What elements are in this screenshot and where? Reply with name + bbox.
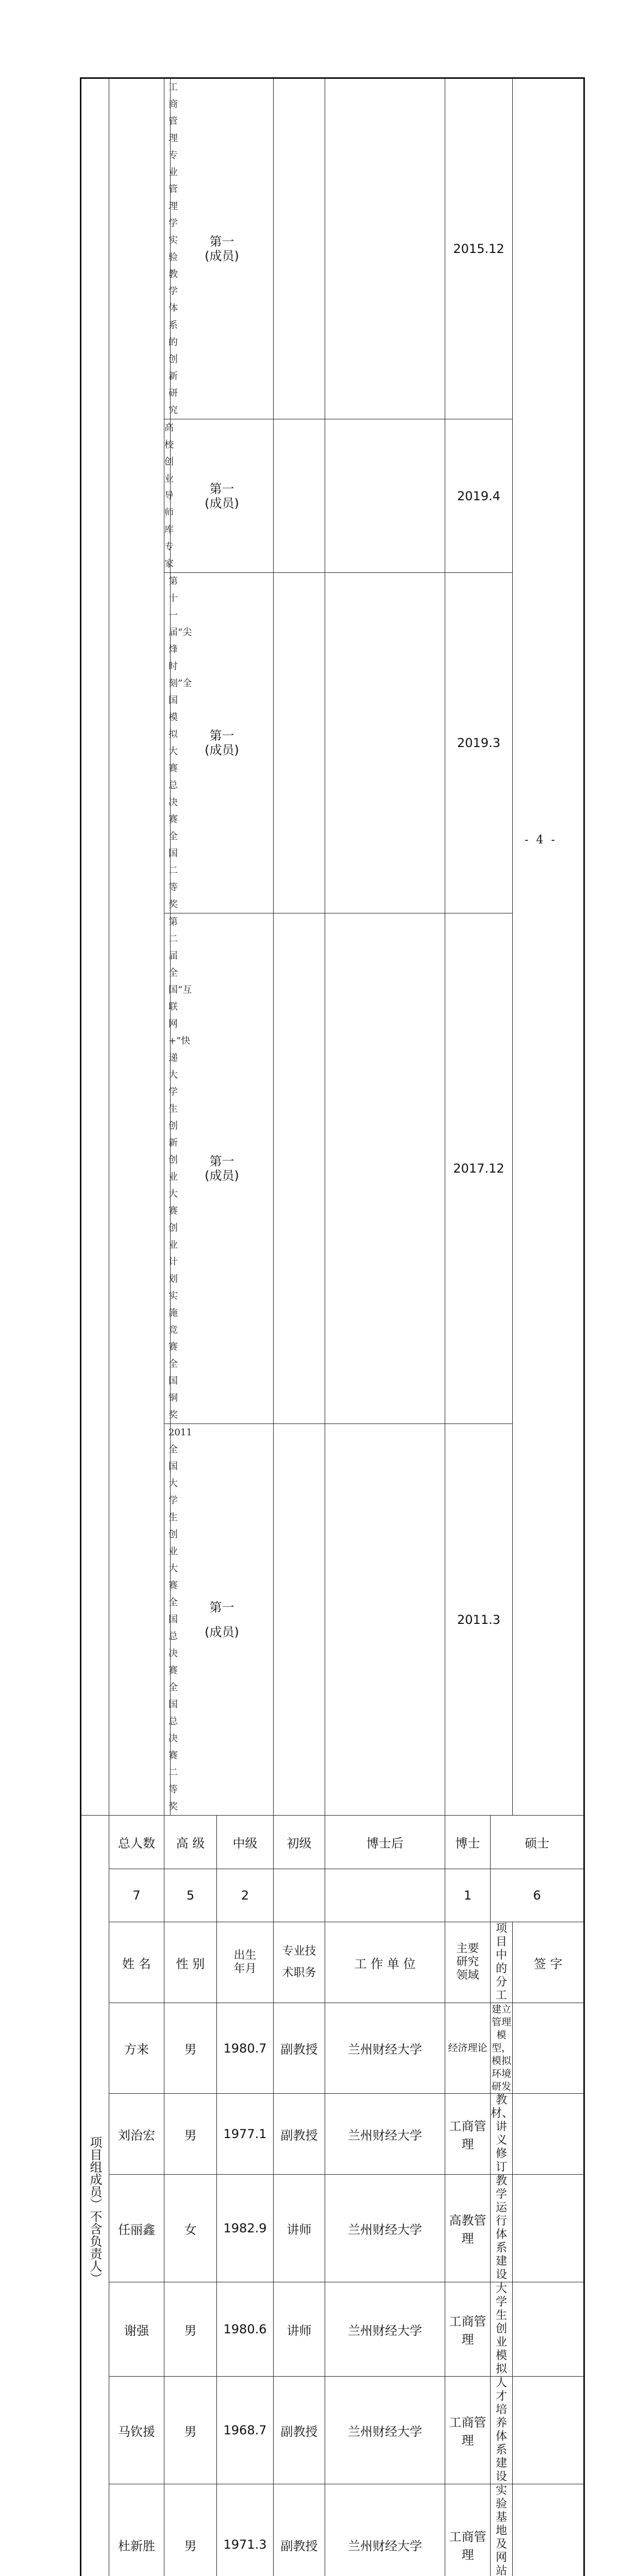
summary-header: 初级 (274, 1816, 325, 1869)
member-row (81, 2175, 584, 2282)
summary-value: 1 (445, 1869, 491, 1922)
member-unit: 兰州财经大学 (325, 2175, 445, 2282)
member-field: 工商管理 (445, 2484, 491, 2576)
member-name: 马钦援 (109, 2377, 164, 2484)
member-gender: 男 (164, 2282, 217, 2377)
blank-cell (325, 419, 445, 573)
award-date: 2011.3 (445, 1424, 513, 1816)
member-gender: 男 (164, 2484, 217, 2576)
summary-value: 6 (491, 1869, 584, 1922)
member-row (81, 2377, 584, 2484)
blank-cell (274, 78, 325, 419)
member-title: 副教授 (274, 2484, 325, 2576)
member-row (81, 2282, 584, 2377)
member-unit: 兰州财经大学 (325, 2484, 445, 2576)
summary-header-row (81, 1816, 584, 1869)
summary-value-row (81, 1869, 584, 1922)
member-birth: 1980.7 (217, 2003, 274, 2094)
award-date: 2019.3 (445, 573, 513, 913)
member-role: 实验基地及网站 (491, 2484, 513, 2576)
award-role: 第一 (成员) (171, 913, 274, 1424)
member-sign (513, 2282, 584, 2377)
member-row (81, 2094, 584, 2175)
award-date: 2019.4 (445, 419, 513, 573)
summary-value: 5 (164, 1869, 217, 1922)
blank-left-cell (109, 78, 164, 1816)
member-title: 副教授 (274, 2377, 325, 2484)
member-field: 工商管理 (445, 2282, 491, 2377)
award-role: 第一 (成员) (171, 573, 274, 913)
member-birth: 1980.6 (217, 2282, 274, 2377)
blank-cell (325, 573, 445, 913)
member-header-sign: 签 字 (513, 1922, 584, 2003)
member-role: 人才培养体系建设 (491, 2377, 513, 2484)
summary-value: 7 (109, 1869, 164, 1922)
award-role: 第一 (成员) (171, 78, 274, 419)
member-field: 高教管理 (445, 2175, 491, 2282)
award-title: 工商管理专业管理学实验教学体系的创新研究 (164, 78, 171, 419)
member-role: 大学生创业模拟 (491, 2282, 513, 2377)
award-title: 2011 全国大学生创业大赛全国总决赛全国总决赛二等奖 (164, 1424, 171, 1816)
group-label: 项目组成员︶不含负责人︶ (86, 2136, 104, 2284)
award-date: 2017.12 (445, 913, 513, 1424)
blank-cell (274, 573, 325, 913)
member-name: 方来 (109, 2003, 164, 2094)
member-header-unit: 工 作 单 位 (325, 1922, 445, 2003)
member-title: 副教授 (274, 2094, 325, 2175)
member-name: 刘治宏 (109, 2094, 164, 2175)
member-sign (513, 2003, 584, 2094)
summary-header: 高 级 (164, 1816, 217, 1869)
blank-cell (274, 1424, 325, 1816)
summary-value: 2 (217, 1869, 274, 1922)
award-title: 第十一届“尖烽时刻”全国模拟大赛总决赛全国二等奖 (164, 573, 171, 913)
member-unit: 兰州财经大学 (325, 2003, 445, 2094)
blank-cell (274, 419, 325, 573)
member-sign (513, 2094, 584, 2175)
member-birth: 1968.7 (217, 2377, 274, 2484)
group-label-cell (81, 1816, 109, 2576)
member-role: 教材、讲义修订 (491, 2094, 513, 2175)
member-row (81, 2484, 584, 2576)
member-name: 谢强 (109, 2282, 164, 2377)
member-unit: 兰州财经大学 (325, 2377, 445, 2484)
member-header-birth: 出生年月 (217, 1922, 274, 2003)
member-birth: 1971.3 (217, 2484, 274, 2576)
member-role: 教学运行体系建设 (491, 2175, 513, 2282)
blank-cell (325, 78, 445, 419)
member-sign (513, 2377, 584, 2484)
member-header-gender: 性 别 (164, 1922, 217, 2003)
member-birth: 1982.9 (217, 2175, 274, 2282)
member-role: 建立管理模型，模拟环境研发 (491, 2003, 513, 2094)
award-title: 高校创业导师库专家 (164, 419, 171, 573)
summary-header: 博士 (445, 1816, 491, 1869)
blank-left-cell (81, 78, 109, 1816)
summary-value (274, 1869, 325, 1922)
member-field: 工商管理 (445, 2377, 491, 2484)
member-header-role: 项目中的分工 (491, 1922, 513, 2003)
project-form-table (80, 77, 585, 2576)
blank-cell (325, 913, 445, 1424)
member-header-field: 主要研究领域 (445, 1922, 491, 2003)
member-header-row (81, 1922, 584, 2003)
member-field: 经济理论 (445, 2003, 491, 2094)
award-title: 第二届全国“互联网+”快递大学生创新创业大赛创业计划实施竞赛全国铜奖 (164, 913, 171, 1424)
award-date: 2015.12 (445, 78, 513, 419)
summary-header: 总人数 (109, 1816, 164, 1869)
member-title: 讲师 (274, 2282, 325, 2377)
member-row (81, 2003, 584, 2094)
summary-header: 硕士 (491, 1816, 584, 1869)
member-gender: 男 (164, 2377, 217, 2484)
member-name: 任丽鑫 (109, 2175, 164, 2282)
member-header-name: 姓 名 (109, 1922, 164, 2003)
award-role: 第一 (成员) (171, 1424, 274, 1816)
member-unit: 兰州财经大学 (325, 2094, 445, 2175)
blank-cell (325, 1424, 445, 1816)
member-gender: 男 (164, 2094, 217, 2175)
member-birth: 1977.1 (217, 2094, 274, 2175)
member-name: 杜新胜 (109, 2484, 164, 2576)
award-role: 第一 (成员) (171, 419, 274, 573)
member-sign (513, 2484, 584, 2576)
award-row (81, 78, 584, 419)
summary-value (325, 1869, 445, 1922)
member-field: 工商管理 (445, 2094, 491, 2175)
member-title: 讲师 (274, 2175, 325, 2282)
member-title: 副教授 (274, 2003, 325, 2094)
member-sign (513, 2175, 584, 2282)
summary-header: 中级 (217, 1816, 274, 1869)
page-number: - 4 - (525, 834, 557, 846)
member-gender: 男 (164, 2003, 217, 2094)
summary-header: 博士后 (325, 1816, 445, 1869)
member-unit: 兰州财经大学 (325, 2282, 445, 2377)
member-gender: 女 (164, 2175, 217, 2282)
member-header-title: 专业技术职务 (274, 1922, 325, 2003)
blank-cell (274, 913, 325, 1424)
